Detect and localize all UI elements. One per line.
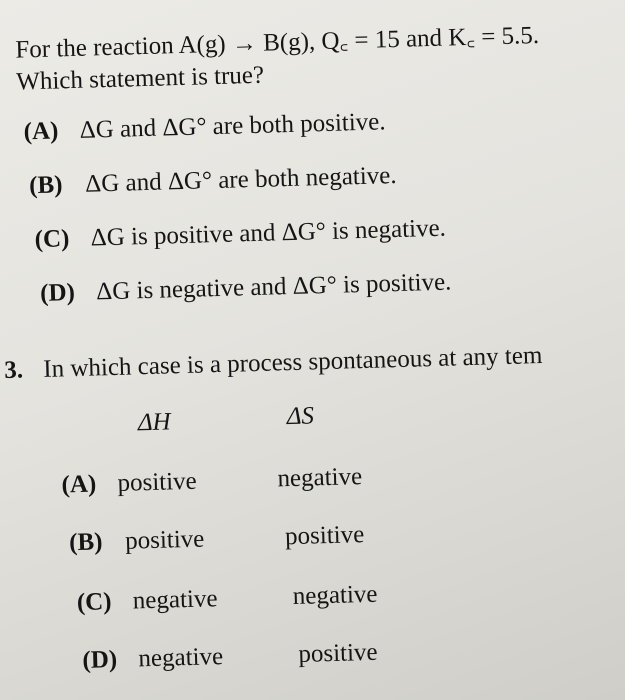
question-2-option-a [23, 107, 386, 147]
column-header-delta-h: ΔH [137, 408, 171, 437]
option-delta-s: positive [284, 521, 365, 551]
question-3-option-d [82, 638, 378, 676]
option-letter: (B) [28, 171, 63, 200]
option-text: ΔG and ΔG° are both negative. [84, 162, 397, 198]
option-text: ΔG is negative and ΔG° is positive. [95, 268, 452, 306]
question-3-stem [4, 341, 543, 386]
option-text: ΔG and ΔG° are both positive. [79, 108, 386, 144]
question-3-number: 3. [3, 356, 24, 385]
option-letter: (C) [76, 588, 112, 617]
option-delta-h: positive [124, 525, 205, 555]
option-delta-s: negative [277, 463, 363, 493]
question-2-option-b [29, 161, 397, 201]
question-2-stem-line-1: For the reaction A(g) → B(g), Q꜀ = 15 and K꜀ = 5.5. [15, 21, 540, 64]
option-letter: (C) [34, 225, 70, 254]
question-2-option-c [34, 214, 446, 255]
column-header-delta-s: ΔS [286, 402, 315, 431]
option-delta-s: negative [292, 580, 378, 611]
option-delta-h: positive [117, 467, 198, 497]
question-3-option-c [76, 580, 377, 618]
option-letter: (D) [82, 645, 118, 674]
option-letter: (B) [68, 528, 103, 557]
option-delta-h: negative [132, 585, 218, 615]
option-letter: (D) [39, 279, 76, 307]
option-delta-s: positive [298, 638, 378, 668]
question-3-text: In which case is a process spontaneous at any tem [42, 342, 543, 383]
option-delta-h: negative [138, 643, 224, 673]
question-2-option-d [40, 268, 452, 309]
question-3-option-b [69, 520, 365, 558]
option-text: ΔG is positive and ΔG° is negative. [90, 214, 447, 252]
question-3-option-a [61, 462, 362, 500]
question-2-stem-line-2: Which statement is true? [15, 61, 265, 96]
option-letter: (A) [23, 117, 59, 146]
option-letter: (A) [61, 470, 97, 499]
